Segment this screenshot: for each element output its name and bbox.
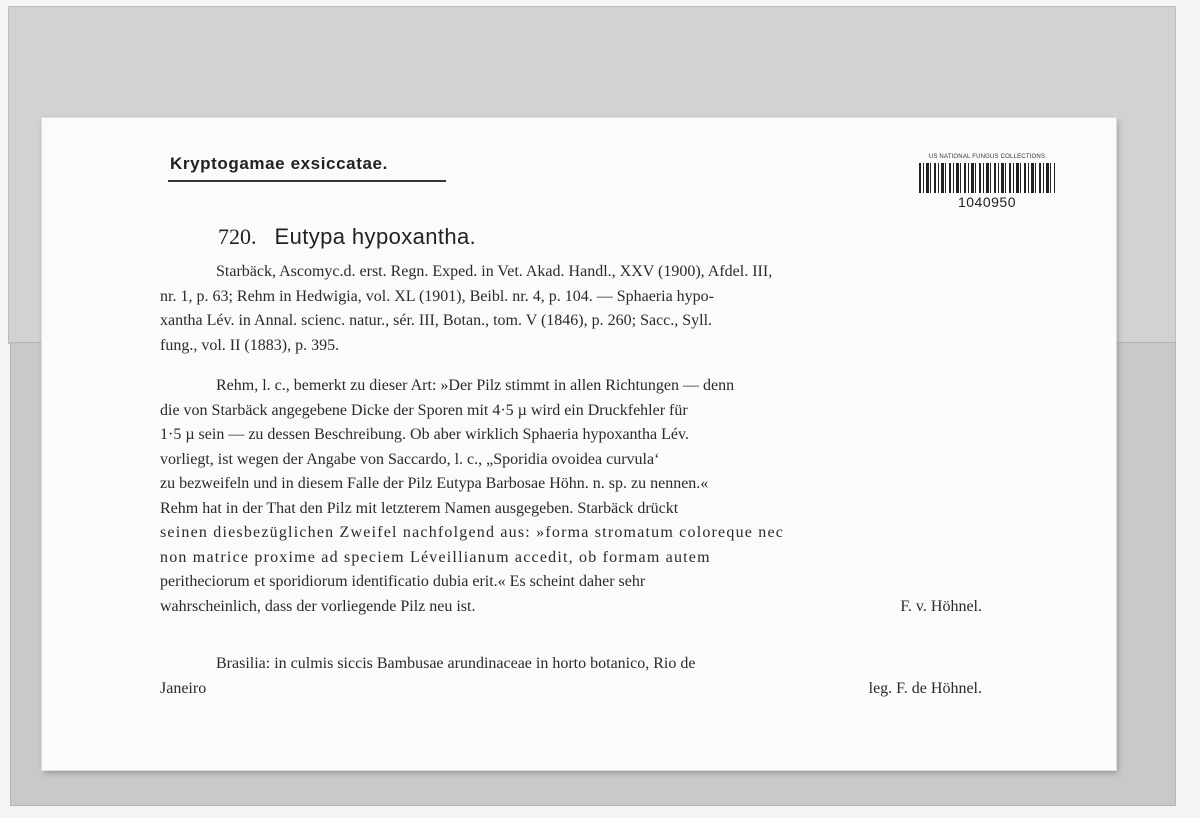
- citation-line: nr. 1, p. 63; Rehm in Hedwigia, vol. XL (1901), Beibl. nr. 4, p. 104. — Sphaeria hypo-: [160, 287, 715, 305]
- locality-block: [160, 652, 1010, 701]
- remark-line: 1·5 µ sein — zu dessen Beschreibung. Ob aber wirklich Sphaeria hypoxantha Lév.: [160, 426, 689, 443]
- locality-line-last: [160, 677, 1010, 702]
- remark-line-last: [160, 595, 1010, 620]
- locality-line: Brasilia: in culmis siccis Bambusae arundinaceae in horto botanico, Rio de: [216, 655, 696, 672]
- remark-line: zu bezweifeln und in diesem Falle der Pilz Eutypa Barbosae Höhn. n. sp. zu nennen.«: [160, 475, 709, 492]
- citation-line: fung., vol. II (1883), p. 395.: [160, 336, 340, 354]
- remark-line: non matrice proxime ad speciem Léveillianum accedit, ob formam autem: [160, 548, 711, 566]
- remark-author: F. v. Höhnel.: [900, 597, 982, 615]
- species-name: Eutypa hypoxantha.: [274, 224, 477, 249]
- remark-text: wahrscheinlich, dass der vorliegende Pilz neu ist.: [160, 597, 476, 615]
- barcode-caption: US NATIONAL FUNGUS COLLECTIONS: [928, 154, 1046, 160]
- barcode-number: 1040950: [957, 194, 1016, 210]
- locality-text: Janeiro: [160, 679, 207, 697]
- remark-line: Rehm, l. c., bemerkt zu dieser Art: »Der Pilz stimmt in allen Richtungen — denn: [216, 377, 735, 394]
- entry-number: 720.: [218, 224, 257, 249]
- citation-block: [160, 260, 1010, 358]
- specimen-label: [42, 118, 1116, 770]
- collector: leg. F. de Höhnel.: [868, 679, 982, 697]
- remark-block: [160, 374, 1010, 619]
- citation-line: xantha Lév. in Annal. scienc. natur., sér. III, Botan., tom. V (1846), p. 260; Sacc., Syll.: [160, 312, 713, 329]
- remark-line: Rehm hat in der That den Pilz mit letzterem Namen ausgegeben. Starbäck drückt: [160, 499, 679, 517]
- series-underline: [168, 180, 446, 182]
- remark-line: seinen diesbezüglichen Zweifel nachfolgend aus: »forma stromatum coloreque nec: [160, 524, 785, 541]
- remark-line: vorliegt, ist wegen der Angabe von Saccardo, l. c., „Sporidia ovoidea curvula‘: [160, 450, 660, 468]
- barcode-icon: [919, 163, 1055, 193]
- series-title: Kryptogamae exsiccatae.: [170, 154, 388, 173]
- entry-heading: [218, 224, 476, 250]
- remark-line: peritheciorum et sporidiorum identificatio dubia erit.« Es scheint daher sehr: [160, 573, 646, 590]
- barcode-sticker: [914, 154, 1060, 220]
- remark-line: die von Starbäck angegebene Dicke der Sporen mit 4·5 µ wird ein Druckfehler für: [160, 401, 688, 419]
- citation-line: Starbäck, Ascomyc.d. erst. Regn. Exped. in Vet. Akad. Handl., XXV (1900), Afdel. III,: [216, 263, 773, 280]
